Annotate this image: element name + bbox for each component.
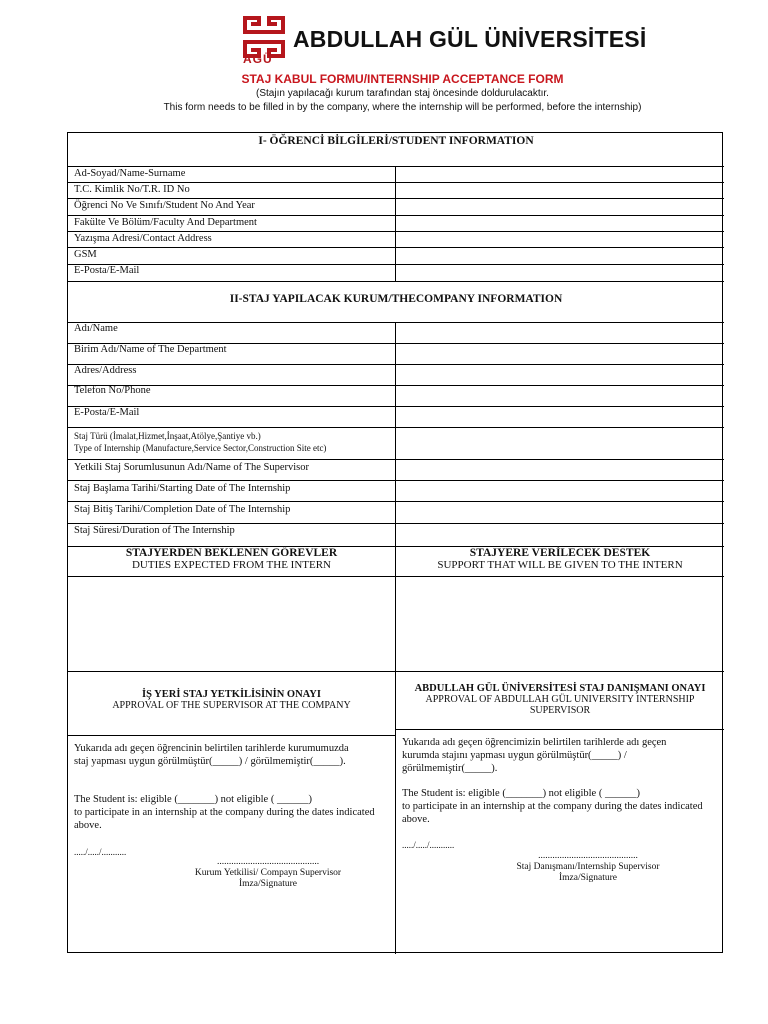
divider (68, 735, 395, 736)
address-input[interactable] (396, 232, 723, 247)
field-label-completion-date: Staj Bitiş Tarihi/Completion Date of The Internship (74, 504, 291, 515)
field-label-student-no: Öğrenci No Ve Sınıfı/Student No And Year (74, 200, 255, 211)
email-input[interactable] (396, 265, 723, 281)
duties-textarea[interactable] (69, 577, 394, 671)
field-label-email: E-Posta/E-Mail (74, 265, 140, 276)
phone-input[interactable] (396, 386, 723, 406)
university-date-field[interactable]: ...../...../........... (402, 840, 455, 850)
completion-date-input[interactable] (396, 502, 723, 522)
duties-heading (68, 547, 395, 571)
support-textarea[interactable] (396, 577, 723, 671)
duties-title-en: DUTIES EXPECTED FROM THE INTERN (131, 559, 331, 571)
company-eligibility-line: The Student is: eligible (_______) not eligible ( ______) (74, 794, 312, 805)
form-subtitle-tr: (Stajın yapılacağı kurum tarafından staj öncesinde doldurulacaktır. (256, 88, 549, 99)
form-header (0, 0, 768, 125)
start-date-input[interactable] (396, 481, 723, 501)
student-no-input[interactable] (396, 199, 723, 214)
internship-type-input[interactable] (396, 428, 723, 459)
field-label-company-email: E-Posta/E-Mail (74, 407, 140, 418)
field-label-id: T.C. Kimlik No/T.R. ID No (74, 184, 190, 195)
company-section-title: II-STAJ YAPILACAK KURUM/THECOMPANY INFORMATION (229, 293, 563, 305)
name-input[interactable] (396, 167, 723, 182)
department-input[interactable] (396, 344, 723, 364)
university-approval-title: ABDULLAH GÜL ÜNİVERSİTESİ STAJ DANIŞMANI ONAYI (414, 683, 706, 694)
university-signature-block[interactable] (488, 851, 688, 884)
company-signature-role: Kurum Yetkilisi/ Compayn Supervisor (194, 868, 342, 878)
field-label-gsm: GSM (74, 249, 97, 260)
company-approval-heading (68, 689, 395, 711)
university-signature-role: Staj Danışmanı/Internship Supervisor (516, 862, 660, 872)
university-approval-subtitle: APPROVAL OF ABDULLAH GÜL UNIVERSITY INTERNSHIP SUPERVISOR (425, 694, 695, 716)
company-eligibility-text: to participate in an internship at the company during the dates indicated above. (74, 807, 375, 831)
support-heading (396, 547, 724, 571)
supervisor-input[interactable] (396, 460, 723, 480)
field-label-company-name: Adı/Name (74, 323, 118, 334)
field-label-supervisor: Yetkili Staj Sorumlusunun Adı/Name of The Supervisor (74, 462, 309, 473)
signature-line: .......................................... (538, 851, 638, 861)
form-subtitle-en: This form needs to be filled in by the company, where the internship will be performed, before the internship) (163, 102, 642, 113)
logo-text: AGÜ (243, 52, 273, 66)
university-approval-heading (402, 683, 718, 716)
support-title-en: SUPPORT THAT WILL BE GIVEN TO THE INTERN (437, 559, 683, 571)
form-table (67, 132, 723, 953)
field-label-internship-type-en: Type of Internship (Manufacture,Service Sector,Construction Site etc) (74, 443, 327, 453)
company-email-input[interactable] (396, 407, 723, 427)
company-signature-label: İmza/Signature (238, 879, 298, 889)
field-label-phone: Telefon No/Phone (74, 385, 151, 396)
id-input[interactable] (396, 183, 723, 198)
company-approval-text: Yukarıda adı geçen öğrencinin belirtilen tarihlerde kurumumuzda staj yapması uygun görülmüştür(_____) / görülmemiştir(_____). (74, 743, 349, 767)
company-name-input[interactable] (396, 323, 723, 343)
divider (395, 729, 724, 730)
field-label-start-date: Staj Başlama Tarihi/Starting Date of The Internship (74, 483, 291, 494)
company-approval-subtitle: APPROVAL OF THE SUPERVISOR AT THE COMPANY (112, 700, 351, 711)
form-title: STAJ KABUL FORMU/INTERNSHIP ACCEPTANCE FORM (241, 72, 564, 86)
support-title-tr: STAJYERE VERİLECEK DESTEK (469, 547, 651, 559)
gsm-input[interactable] (396, 248, 723, 263)
company-date-field[interactable]: ...../...../........... (74, 847, 127, 857)
field-label-faculty: Fakülte Ve Bölüm/Faculty And Department (74, 217, 257, 228)
divider (68, 671, 724, 672)
university-approval-text: Yukarıda adı geçen öğrencimizin belirtilen tarihlerde adı geçen kurumda stajını yapması uygun görülmüştür(_____) / görülmemiştir(_____). (402, 737, 667, 774)
university-signature-label: İmza/Signature (558, 873, 618, 883)
company-address-input[interactable] (396, 365, 723, 385)
field-label-department: Birim Adı/Name of The Department (74, 344, 227, 355)
student-section-title: I- ÖĞRENCİ BİLGİLERİ/STUDENT INFORMATION (258, 135, 534, 147)
divider (68, 281, 724, 282)
duties-title-tr: STAJYERDEN BEKLENEN GÖREVLER (125, 547, 338, 559)
field-label-duration: Staj Süresi/Duration of The Internship (74, 525, 235, 536)
faculty-input[interactable] (396, 216, 723, 231)
university-eligibility-text: to participate in an internship at the company during the dates indicated above. (402, 801, 703, 825)
signature-line: ........................................... (216, 857, 320, 867)
field-label-internship-type-tr: Staj Türü (İmalat,Hizmet,İnşaat,Atölye,Şantiye vb.) (74, 431, 261, 441)
field-label-name: Ad-Soyad/Name-Surname (74, 168, 186, 179)
field-label-address: Yazışma Adresi/Contact Address (74, 233, 212, 244)
university-name: ABDULLAH GÜL ÜNİVERSİTESİ (293, 26, 647, 52)
company-approval-title: İŞ YERİ STAJ YETKİLİSİNİN ONAYI (142, 689, 321, 700)
field-label-company-address: Adres/Address (74, 365, 137, 376)
university-eligibility-line: The Student is: eligible (_______) not eligible ( ______) (402, 788, 640, 799)
duration-input[interactable] (396, 524, 723, 545)
company-signature-block[interactable] (168, 857, 368, 890)
